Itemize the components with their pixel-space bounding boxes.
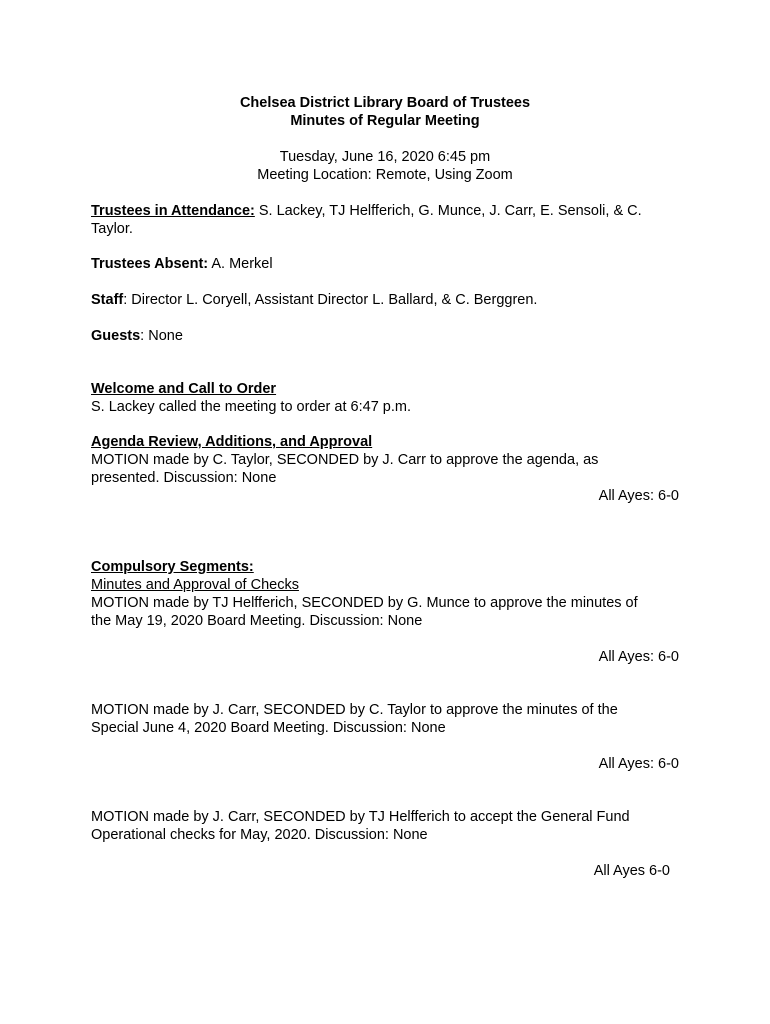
motion1-line2: the May 19, 2020 Board Meeting. Discussion: None — [91, 613, 423, 629]
motion2-vote: All Ayes: 6-0 — [598, 756, 679, 772]
meeting-location: Meeting Location: Remote, Using Zoom — [257, 167, 513, 183]
motion2-line1: MOTION made by J. Carr, SECONDED by C. Taylor to approve the minutes of the — [91, 702, 618, 718]
welcome-heading: Welcome and Call to Order — [91, 381, 277, 397]
agenda-heading: Agenda Review, Additions, and Approval — [91, 434, 373, 450]
guests-names: : None — [140, 328, 183, 344]
guests-line — [91, 327, 691, 345]
doc-title-line1: Chelsea District Library Board of Trustees — [239, 95, 531, 111]
absent-names: A. Merkel — [208, 256, 273, 272]
doc-title-line2: Minutes of Regular Meeting — [290, 113, 480, 129]
compulsory-heading: Compulsory Segments: — [91, 559, 254, 575]
staff-label: Staff — [91, 292, 124, 308]
staff-line — [91, 291, 691, 309]
staff-names: : Director L. Coryell, Assistant Director L. Ballard, & C. Berggren. — [123, 292, 538, 308]
absent-label: Trustees Absent: — [91, 256, 209, 272]
agenda-motion-line1: MOTION made by C. Taylor, SECONDED by J. Carr to approve the agenda, as — [91, 452, 599, 468]
meeting-date: Tuesday, June 16, 2020 6:45 pm — [279, 149, 491, 165]
agenda-motion-line2: presented. Discussion: None — [91, 470, 277, 486]
motion3-line2: Operational checks for May, 2020. Discussion: None — [91, 827, 428, 843]
motion2-line2: Special June 4, 2020 Board Meeting. Discussion: None — [91, 720, 446, 736]
attendance-names-cont: Taylor. — [91, 221, 133, 237]
motion3-line1: MOTION made by J. Carr, SECONDED by TJ Helfferich to accept the General Fund — [91, 809, 630, 825]
agenda-vote: All Ayes: 6-0 — [598, 488, 679, 504]
compulsory-subheading: Minutes and Approval of Checks — [91, 577, 299, 593]
trustees-absent — [91, 255, 691, 273]
guests-label: Guests — [91, 328, 141, 344]
motion3-vote: All Ayes 6-0 — [593, 863, 670, 879]
motion1-vote: All Ayes: 6-0 — [598, 649, 679, 665]
welcome-text: S. Lackey called the meeting to order at 6:47 p.m. — [91, 399, 411, 415]
motion1-line1: MOTION made by TJ Helfferich, SECONDED by G. Munce to approve the minutes of — [91, 595, 638, 611]
trustees-attendance — [91, 202, 701, 220]
attendance-label: Trustees in Attendance: — [91, 203, 255, 219]
attendance-names: S. Lackey, TJ Helfferich, G. Munce, J. Carr, E. Sensoli, & C. — [254, 203, 642, 219]
